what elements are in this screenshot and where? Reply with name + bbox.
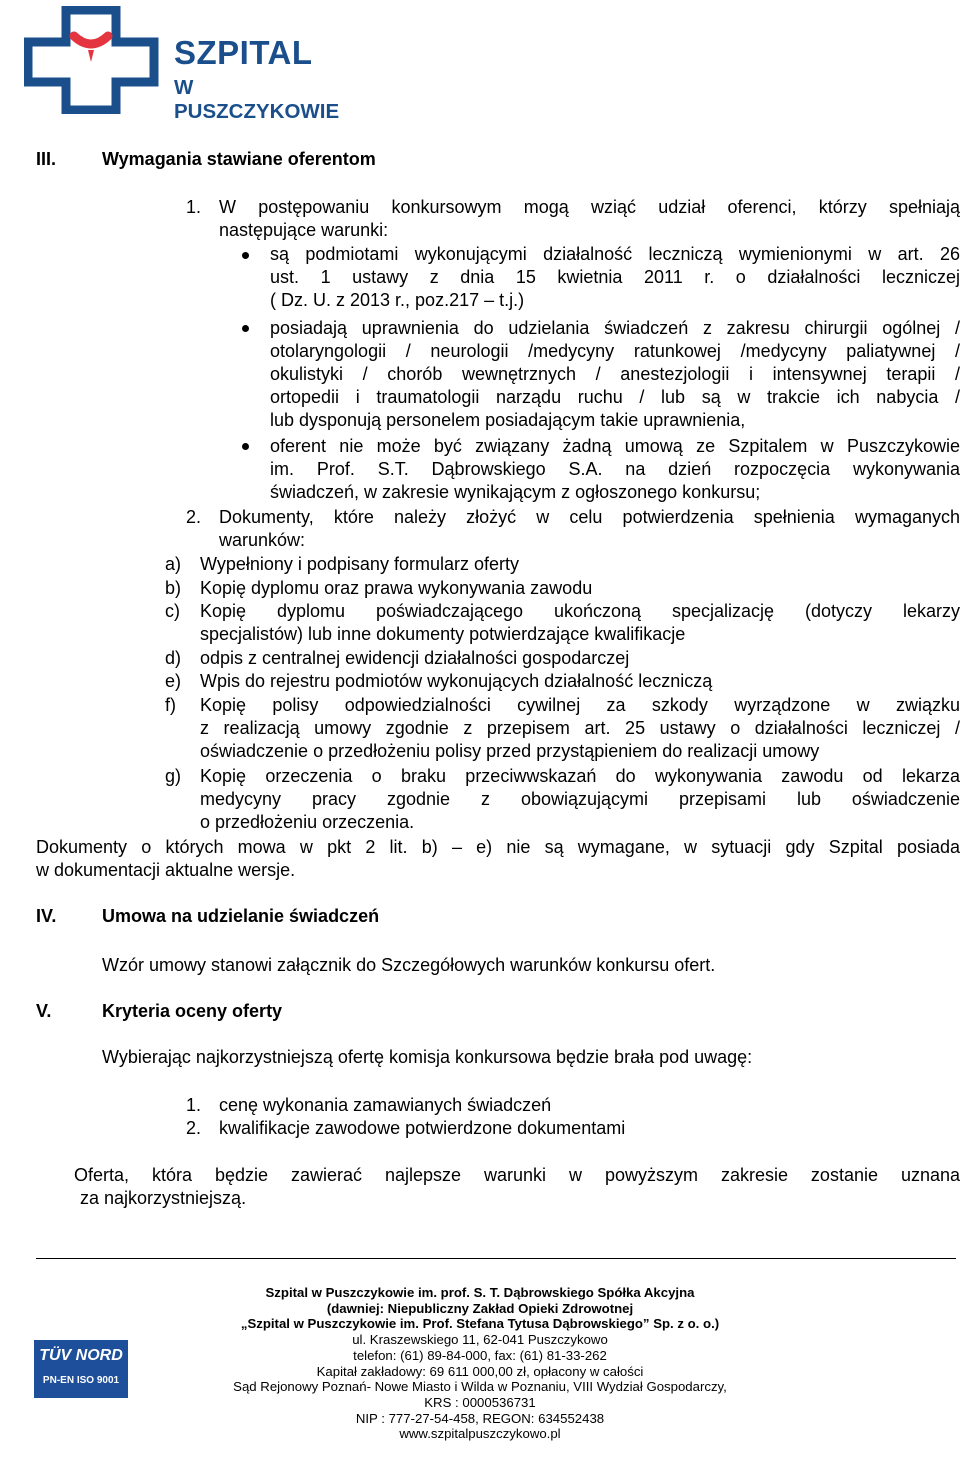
bullet-icon bbox=[242, 325, 249, 332]
footer-divider bbox=[36, 1258, 956, 1259]
letter-g-label: g) bbox=[165, 766, 182, 786]
conclusion-text: Oferta, która będzie zawierać najlepsze warunki w powyższym zakresie zostanie uznana za najkorzystniejszą. bbox=[74, 1165, 960, 1208]
section-4-title: Umowa na udzielanie świadczeń bbox=[102, 906, 380, 926]
footer-website-link[interactable]: www.szpitalpuszczykowo.pl bbox=[399, 1426, 561, 1442]
section-3-number: III. bbox=[36, 149, 57, 169]
section-3-title: Wymagania stawiane oferentom bbox=[102, 149, 376, 169]
criterion-2-text: kwalifikacje zawodowe potwierdzone dokumentami bbox=[219, 1118, 626, 1138]
letter-b-label: b) bbox=[165, 578, 182, 598]
item-1-text: W postępowaniu konkursowym mogą wziąć udział oferenci, którzy spełniają następujące warunki: bbox=[219, 197, 960, 240]
letter-g-text: Kopię orzeczenia o braku przeciwwskazań do wykonywania zawodu od lekarza medycyny pracy zgodnie z obowiązującymi przepisami lub oświadczenie o przedłożeniu orzeczenia. bbox=[200, 766, 960, 832]
letter-a-text: Wypełniony i podpisany formularz oferty bbox=[200, 554, 519, 574]
bullet-icon bbox=[242, 443, 249, 450]
letter-d-label: d) bbox=[165, 648, 182, 668]
section-5-intro: Wybierając najkorzystniejszą ofertę komisja konkursowa będzie brała pod uwagę: bbox=[102, 1047, 753, 1067]
letter-e-text: Wpis do rejestru podmiotów wykonujących działalność leczniczą bbox=[200, 671, 713, 691]
letter-e-label: e) bbox=[165, 671, 182, 691]
item-1-number: 1. bbox=[186, 197, 202, 217]
bullet-3-text: oferent nie może być związany żadną umową ze Szpitalem w Puszczykowie im. Prof. S.T. Dąbrowskiego S.A. na dzień rozpoczęcia wykonywania świadczeń, w zakresie wynikającym z ogłoszonego konkursu; bbox=[270, 436, 960, 502]
section-4-number: IV. bbox=[36, 906, 57, 926]
item-2-text: Dokumenty, które należy złożyć w celu potwierdzenia spełnienia wymaganych warunków: bbox=[219, 507, 960, 550]
letter-f-text: Kopię polisy odpowiedzialności cywilnej za szkody wyrządzone w związku z realizacją umowy zgodnie z przepisem art. 25 ustawy o działalności leczniczej / oświadczenie o przedłożeniu polisy przed przystąpieniem do realizacji umowy bbox=[200, 695, 960, 761]
documents-note: Dokumenty o których mowa w pkt 2 lit. b) – e) nie są wymagane, w sytuacji gdy Szpital posiada w dokumentacji aktualne wersje. bbox=[36, 837, 960, 880]
criterion-1-text: cenę wykonania zamawianych świadczeń bbox=[219, 1095, 552, 1115]
bullet-icon bbox=[242, 252, 249, 259]
item-2-number: 2. bbox=[186, 507, 202, 527]
letter-f-label: f) bbox=[165, 695, 176, 715]
letter-b-text: Kopię dyplomu oraz prawa wykonywania zawodu bbox=[200, 578, 593, 598]
hospital-logo bbox=[24, 6, 364, 123]
letter-d-text: odpis z centralnej ewidencji działalności gospodarczej bbox=[200, 648, 630, 668]
logo-subtitle: W PUSZCZYKOWIE bbox=[174, 76, 340, 123]
section-5-title: Kryteria oceny oferty bbox=[102, 1001, 283, 1021]
bullet-2-text: posiadają uprawnienia do udzielania świadczeń z zakresu chirurgii ogólnej / otolaryngologii / neurologii /medycyny ratunkowej /medycyny paliatywnej / okulistyki / chorób wewnętrznych / anestezjologii i intensywnej terapii / ortopedii i traumatologii narządu ruchu / lub są w trakcie ich nabycia / lub dysponują personelem posiadającym takie uprawnienia, bbox=[270, 318, 960, 430]
criterion-1-number: 1. bbox=[186, 1095, 202, 1115]
section-5-number: V. bbox=[36, 1001, 52, 1021]
logo-title: SZPITAL bbox=[174, 34, 313, 71]
letter-a-label: a) bbox=[165, 554, 182, 574]
letter-c-label: c) bbox=[165, 601, 180, 621]
footer-info: Szpital w Puszczykowie im. prof. S. T. Dąbrowskiego Spółka Akcyjna (dawniej: Niepubliczny Zakład Opieki Zdrowotnej „Szpital w Puszczykowie im. Prof. Stefana Tytusa Dąbrowskiego” Sp. z o. o.) ul. Kraszewskiego 11, 62-041 Puszczykowo telefon: (61) 89-84-000, fax: (61) 81-33-262 Kapitał zakładowy: 69 611 000,00 zł, opłacony w całości Sąd Rejonowy Poznań- Nowe Miasto i Wilda w Poznaniu, VIII Wydział Gospodarczy, KRS : 0000536731 NIP : 777-27-54-458, REGON: 634552438 www.szpitalpuszczykowo.pl bbox=[0, 1285, 960, 1442]
cert-logo-top: TÜV NORD bbox=[39, 1347, 123, 1364]
criterion-2-number: 2. bbox=[186, 1118, 202, 1138]
letter-c-text: Kopię dyplomu poświadczającego ukończoną specjalizację (dotyczy lekarzy specjalistów) lub inne dokumenty potwierdzające kwalifikacje bbox=[200, 601, 960, 644]
hospital-cross-icon bbox=[24, 6, 164, 114]
bullet-1-text: są podmiotami wykonującymi działalność leczniczą wymienionymi w art. 26 ust. 1 ustawy z dnia 15 kwietnia 2011 r. o działalności leczniczej ( Dz. U. z 2013 r., poz.217 – t.j.) bbox=[270, 244, 960, 310]
cert-logo-bottom: PN-EN ISO 9001 bbox=[42, 1375, 120, 1386]
section-4-text: Wzór umowy stanowi załącznik do Szczegółowych warunków konkursu ofert. bbox=[102, 955, 716, 975]
